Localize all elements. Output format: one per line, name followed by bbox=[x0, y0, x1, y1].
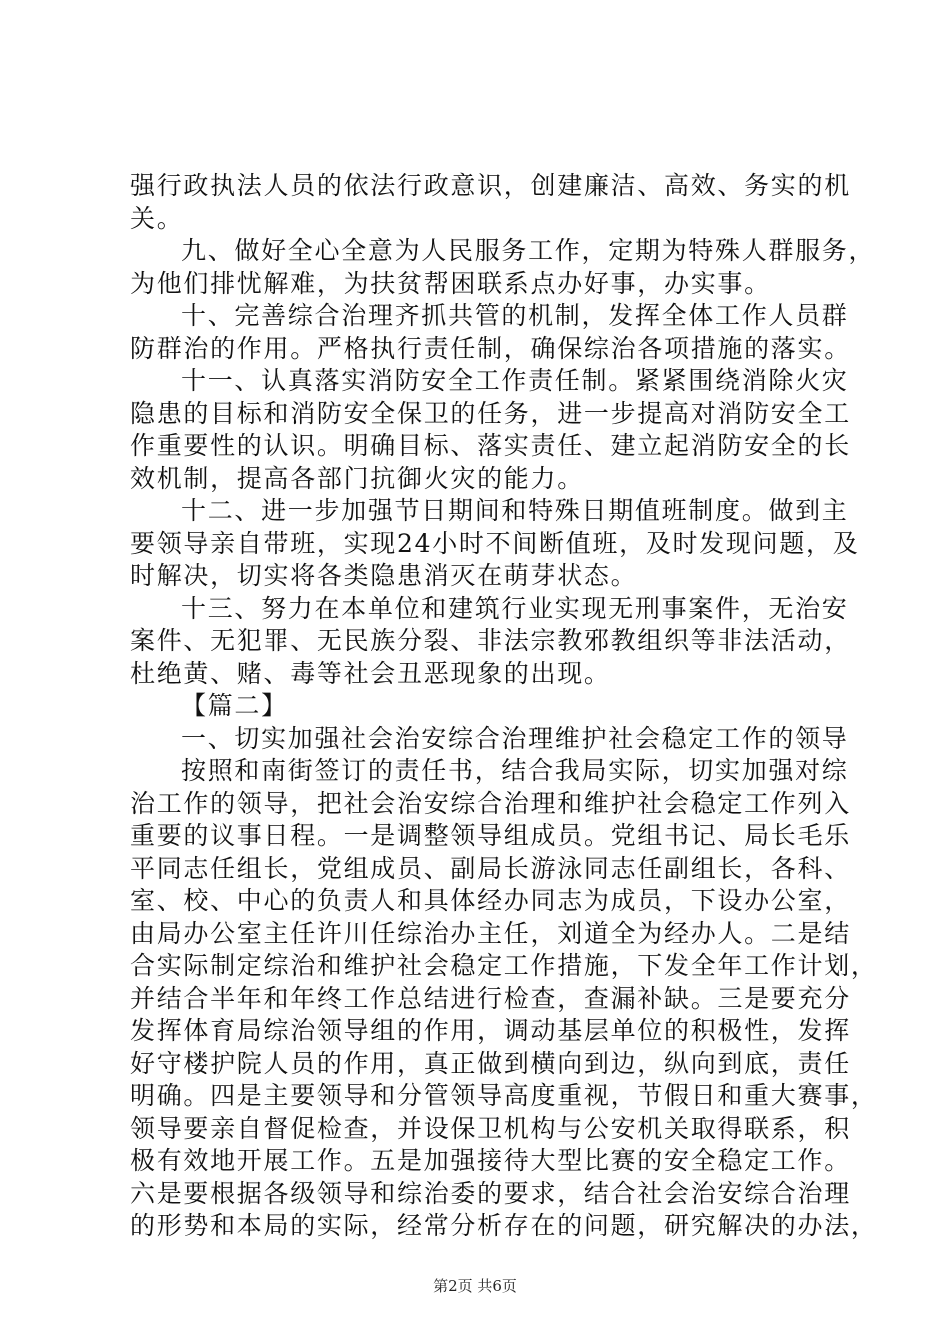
text-line: 极有效地开展工作。五是加强接待大型比赛的安全稳定工作。 bbox=[130, 1146, 851, 1175]
text-line: 明确。四是主要领导和分管领导高度重视，节假日和重大赛事， bbox=[130, 1081, 878, 1110]
text-line: 关。 bbox=[130, 203, 184, 233]
text-line: 十二、进一步加强节日期间和特殊日期值班制度。做到主 bbox=[181, 496, 849, 525]
text-line: 室、校、中心的负责人和具体经办同志为成员，下设办公室， bbox=[130, 886, 851, 915]
text-line: 效机制，提高各部门抗御火灾的能力。 bbox=[130, 463, 584, 493]
text-line: 领导要亲自督促检查，并设保卫机构与公安机关取得联系，积 bbox=[130, 1113, 851, 1143]
text-line: 重要的议事日程。一是调整领导组成员。党组书记、局长毛乐 bbox=[130, 821, 851, 850]
text-line: 十、完善综合治理齐抓共管的机制，发挥全体工作人员群 bbox=[181, 301, 849, 330]
text-line: 平同志任组长，党组成员、副局长游泳同志任副组长，各科、 bbox=[130, 853, 851, 883]
text-line: 强行政执法人员的依法行政意识，创建廉洁、高效、务实的机 bbox=[130, 171, 851, 200]
text-line: 并结合半年和年终工作总结进行检查，查漏补缺。三是要充分 bbox=[130, 983, 851, 1013]
text-line: 九、做好全心全意为人民服务工作，定期为特殊人群服务， bbox=[181, 236, 876, 265]
text-line: 隐患的目标和消防安全保卫的任务，进一步提高对消防安全工 bbox=[130, 398, 851, 428]
text-line: 十三、努力在本单位和建筑行业实现无刑事案件，无治安 bbox=[181, 593, 849, 623]
text-line: 治工作的领导，把社会治安综合治理和维护社会稳定工作列入 bbox=[130, 788, 851, 818]
text-line: 合实际制定综治和维护社会稳定工作措施，下发全年工作计划， bbox=[130, 951, 878, 980]
text-line: 六是要根据各级领导和综治委的要求，结合社会治安综合治理 bbox=[130, 1178, 851, 1208]
text-line: 的形势和本局的实际，经常分析存在的问题，研究解决的办法， bbox=[130, 1211, 878, 1240]
text-line: 要领导亲自带班，实现24小时不间断值班，及时发现问题，及 bbox=[130, 528, 860, 558]
text-line: 时解决，切实将各类隐患消灭在萌芽状态。 bbox=[130, 561, 638, 590]
text-line: 发挥体育局综治领导组的作用，调动基层单位的积极性，发挥 bbox=[130, 1016, 851, 1045]
text-line: 防群治的作用。严格执行责任制，确保综治各项措施的落实。 bbox=[130, 333, 851, 363]
text-line: 案件、无犯罪、无民族分裂、非法宗教邪教组织等非法活动， bbox=[130, 626, 851, 655]
text-line: 杜绝黄、赌、毒等社会丑恶现象的出现。 bbox=[130, 658, 611, 688]
text-line: 十一、认真落实消防安全工作责任制。紧紧围绕消除火灾 bbox=[181, 366, 849, 395]
text-line: 按照和南街签订的责任书，结合我局实际，切实加强对综 bbox=[181, 756, 849, 785]
text-line: 为他们排忧解难，为扶贫帮困联系点办好事，办实事。 bbox=[130, 268, 771, 298]
text-line: 由局办公室主任许川任综治办主任，刘道全为经办人。二是结 bbox=[130, 918, 851, 948]
page-footer: 第2页 共6页 bbox=[433, 1277, 517, 1295]
text-line: 【篇二】 bbox=[181, 691, 288, 720]
text-line: 作重要性的认识。明确目标、落实责任、建立起消防安全的长 bbox=[130, 431, 851, 460]
document-body bbox=[130, 170, 878, 1243]
text-line: 好守楼护院人员的作用，真正做到横向到边，纵向到底，责任 bbox=[130, 1048, 851, 1078]
text-line: 一、切实加强社会治安综合治理维护社会稳定工作的领导 bbox=[181, 723, 849, 753]
